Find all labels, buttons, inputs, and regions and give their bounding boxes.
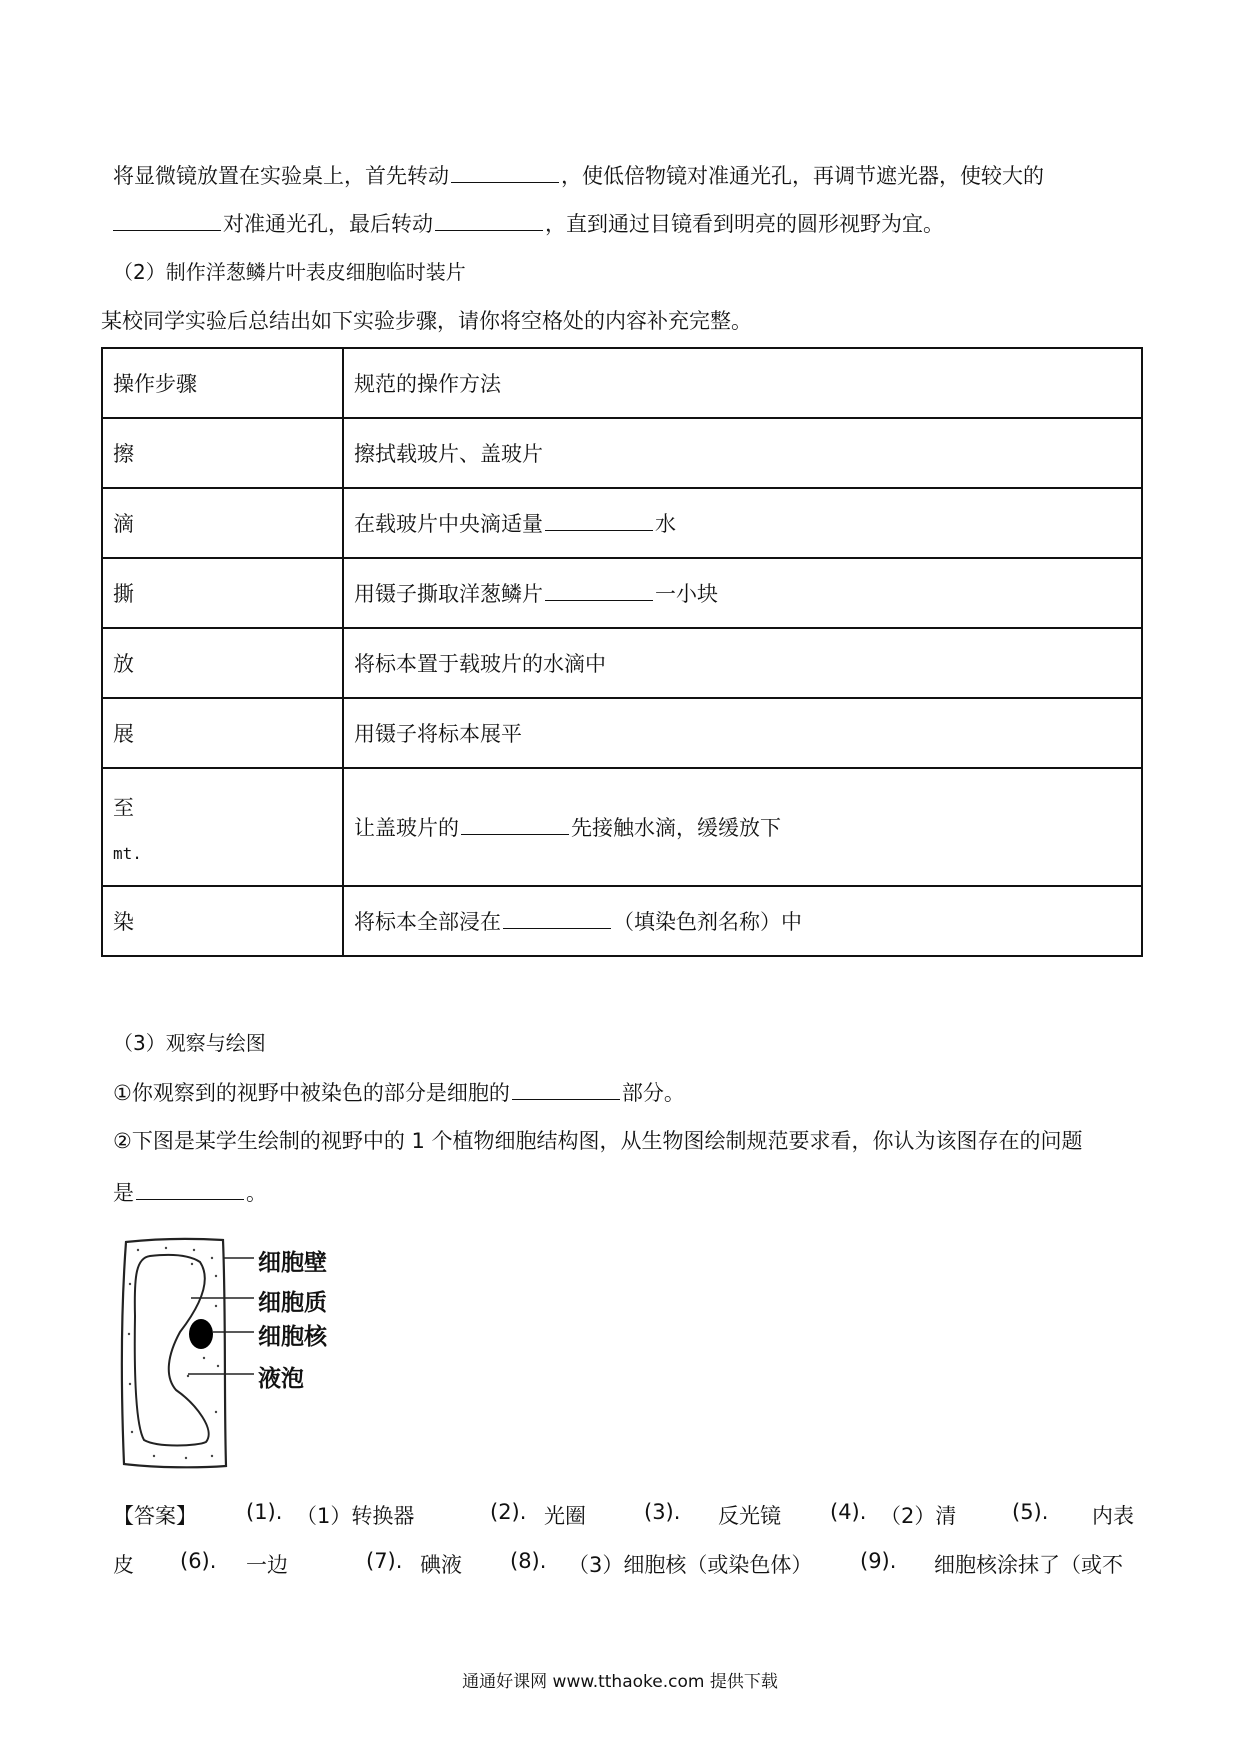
answer-item-num: (7). <box>366 1549 403 1573</box>
answer-blank[interactable] <box>545 582 653 601</box>
method-text: 将标本全部浸在 <box>354 910 501 934</box>
answer-item: （3）细胞核（或染色体） <box>568 1553 813 1577</box>
section3-title: （3）观察与绘图 <box>113 1031 266 1055</box>
table-row <box>102 628 1142 698</box>
method-cell <box>343 768 1142 886</box>
label-vacuole: 液泡 <box>258 1365 304 1392</box>
label-cell-wall: 细胞壁 <box>258 1249 327 1276</box>
answer-item: 光圈 <box>544 1504 586 1528</box>
para1-text-c: 对准通光孔，最后转动 <box>223 212 433 236</box>
answer-item: 反光镜 <box>718 1504 781 1528</box>
answer-item-num: (9). <box>860 1549 897 1573</box>
answer-item: 皮 <box>113 1553 134 1577</box>
table-row <box>102 418 1142 488</box>
question-2: ②下图是某学生绘制的视野中的 1 个植物细胞结构图，从生物图绘制规范要求看，你认为该图存在的问题 <box>113 1129 1083 1153</box>
answer-item: （2）清 <box>880 1504 957 1528</box>
section2-title: （2）制作洋葱鳞片叶表皮细胞临时装片 <box>113 260 466 284</box>
step-cell: 展 <box>102 698 343 768</box>
para1-text-d: ，直到通过目镜看到明亮的圆形视野为宜。 <box>545 212 944 236</box>
answer-item: 一边 <box>246 1553 288 1577</box>
q2-text-suffix: 。 <box>246 1181 267 1205</box>
steps-table <box>101 347 1143 957</box>
method-cell <box>343 488 1142 558</box>
answer-blank[interactable] <box>136 1181 244 1200</box>
table-header-row <box>102 348 1142 418</box>
table-row <box>102 558 1142 628</box>
label-cytoplasm: 细胞质 <box>258 1289 327 1316</box>
method-text-suffix: （填染色剂名称）中 <box>613 910 802 934</box>
method-cell <box>343 558 1142 628</box>
step-cell: 撕 <box>102 558 343 628</box>
step-cell: 放 <box>102 628 343 698</box>
method-text-suffix: 先接触水滴，缓缓放下 <box>571 816 781 840</box>
method-cell <box>343 628 1142 698</box>
table-row <box>102 886 1142 956</box>
method-text: 让盖玻片的 <box>354 816 459 840</box>
answer-line-1 <box>0 1500 1240 1530</box>
answer-item-num: (8). <box>510 1549 547 1573</box>
answer-item: （1）转换器 <box>296 1504 415 1528</box>
answer-blank[interactable] <box>435 212 543 231</box>
step-cell <box>102 768 343 886</box>
answer-blank[interactable] <box>503 910 611 929</box>
answer-item-num: (1). <box>246 1500 283 1524</box>
table-row <box>102 698 1142 768</box>
method-text-suffix: 水 <box>655 512 676 536</box>
table-row <box>102 488 1142 558</box>
section2-intro: 某校同学实验后总结出如下实验步骤，请你将空格处的内容补充完整。 <box>101 309 752 333</box>
header-method: 规范的操作方法 <box>343 348 1142 418</box>
answer-blank[interactable] <box>113 212 221 231</box>
method-text: 擦拭载玻片、盖玻片 <box>354 442 543 466</box>
method-text-suffix: 一小块 <box>655 582 718 606</box>
answer-blank[interactable] <box>461 816 569 835</box>
method-cell <box>343 698 1142 768</box>
method-text: 用镊子将标本展平 <box>354 722 522 746</box>
method-text: 将标本置于载玻片的水滴中 <box>354 652 606 676</box>
answer-item: 碘液 <box>420 1553 462 1577</box>
answer-item: 细胞核涂抹了（或不 <box>934 1553 1123 1577</box>
label-nucleus: 细胞核 <box>258 1323 327 1350</box>
para1-text-a: 将显微镜放置在实验桌上，首先转动 <box>113 164 449 188</box>
para1-line2 <box>113 212 944 235</box>
answer-item-num: (4). <box>830 1500 867 1524</box>
answer-line-2 <box>0 1549 1240 1579</box>
header-step: 操作步骤 <box>102 348 343 418</box>
plant-cell-figure <box>108 1236 358 1480</box>
answer-item-num: (2). <box>490 1500 527 1524</box>
para1-line1 <box>113 164 1044 187</box>
step-text-extra: mt. <box>113 843 142 863</box>
answer-blank[interactable] <box>545 512 653 531</box>
question-1 <box>113 1081 685 1104</box>
method-text: 在载玻片中央滴适量 <box>354 512 543 536</box>
answer-item-num: (3). <box>644 1500 681 1524</box>
answer-heading: 【答案】 <box>113 1504 197 1528</box>
method-cell <box>343 886 1142 956</box>
answer-blank[interactable] <box>512 1081 620 1100</box>
answer-item-num: (6). <box>180 1549 217 1573</box>
q1-text-suffix: 部分。 <box>621 1081 685 1105</box>
step-text: 至 <box>113 795 134 820</box>
step-cell: 滴 <box>102 488 343 558</box>
para1-text-b: ，使低倍物镜对准通光孔，再调节遮光器，使较大的 <box>561 164 1044 188</box>
question-2-line2 <box>113 1181 267 1204</box>
step-cell: 染 <box>102 886 343 956</box>
answer-blank[interactable] <box>451 164 559 183</box>
table-row <box>102 768 1142 886</box>
step-cell: 擦 <box>102 418 343 488</box>
answer-item-num: (5). <box>1012 1500 1049 1524</box>
answer-item: 内表 <box>1092 1504 1134 1528</box>
method-cell <box>343 418 1142 488</box>
q2-text: 是 <box>113 1181 134 1205</box>
method-text: 用镊子撕取洋葱鳞片 <box>354 582 543 606</box>
q1-text: ①你观察到的视野中被染色的部分是细胞的 <box>113 1081 510 1105</box>
page-footer: 通通好课网 www.tthaoke.com 提供下载 <box>462 1672 778 1692</box>
